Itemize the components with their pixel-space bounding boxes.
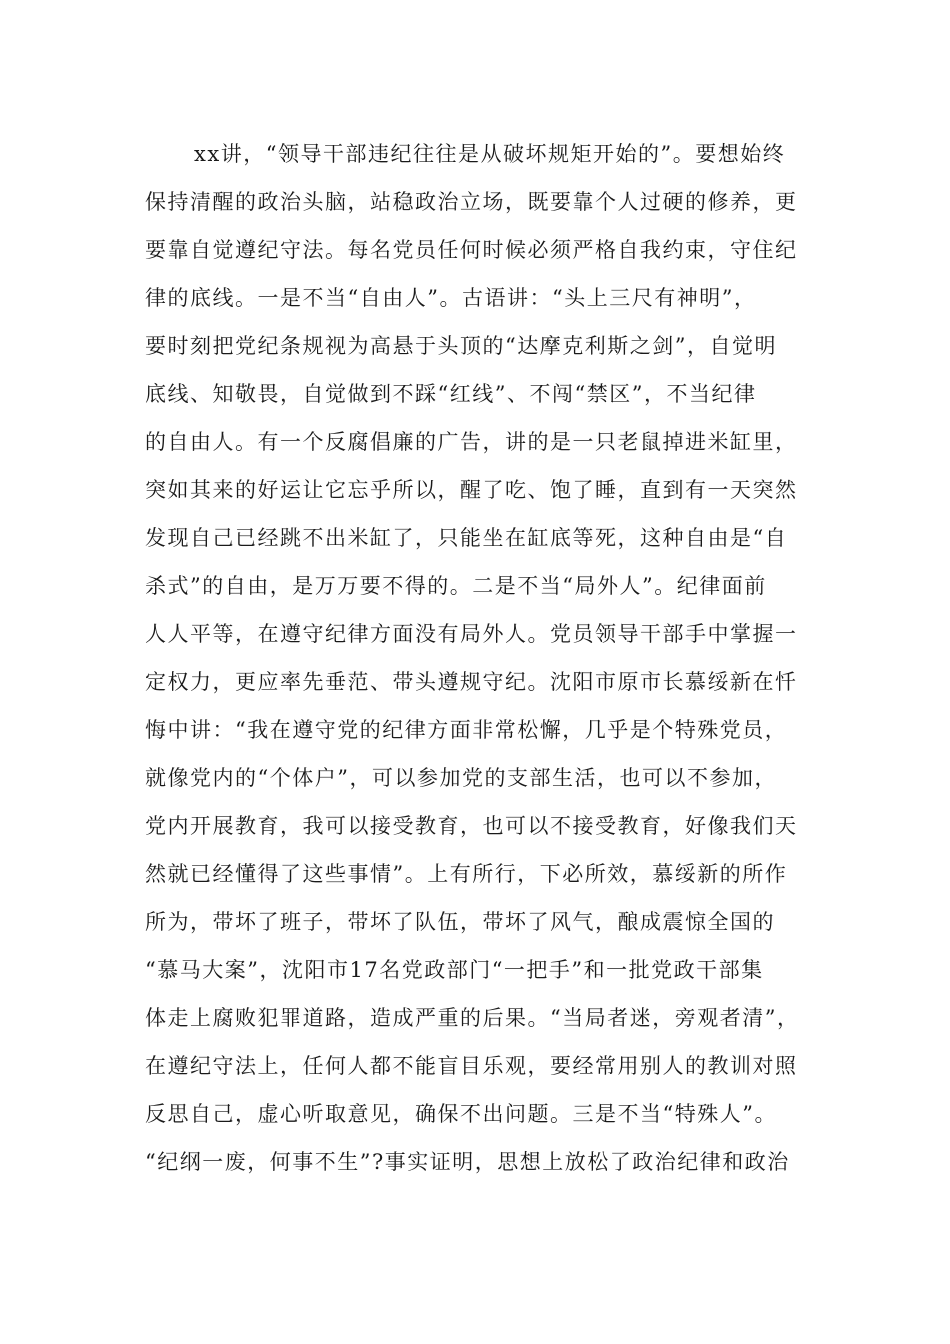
- text-line: 发现自己已经跳不出米缸了，只能坐在缸底等死，这种自由是“自: [145, 526, 788, 550]
- text-line: 党内开展教育，我可以接受教育，也可以不接受教育，好像我们天: [145, 814, 798, 838]
- text-line: 底线、知敬畏，自觉做到不踩“红线”、不闯“禁区”，不当纪律: [145, 382, 757, 406]
- text-line: 体走上腐败犯罪道路，造成严重的后果。“当局者迷，旁观者清”，: [145, 1006, 800, 1030]
- text-line: “慕马大案”，沈阳市17名党政部门“一把手”和一批党政干部集: [145, 958, 764, 982]
- text-line: 就像党内的“个体户”，可以参加党的支部生活，也可以不参加，: [145, 766, 777, 790]
- text-line: 所为，带坏了班子，带坏了队伍，带坏了风气，酿成震惊全国的: [145, 910, 775, 934]
- text-line: 保持清醒的政治头脑，站稳政治立场，既要靠个人过硬的修养，更: [145, 190, 798, 214]
- text-line: 的自由人。有一个反腐倡廉的广告，讲的是一只老鼠掉进米缸里，: [145, 430, 798, 454]
- text-line: 要靠自觉遵纪守法。每名党员任何时候必须严格自我约束，守住纪: [145, 238, 798, 262]
- text-line: 要时刻把党纪条规视为高悬于头顶的“达摩克利斯之剑”，自觉明: [145, 334, 777, 358]
- text-line: 定权力，更应率先垂范、带头遵规守纪。沈阳市原市长慕绥新在忏: [145, 670, 798, 694]
- text-line: “纪纲一废，何事不生”?事实证明，思想上放松了政治纪律和政治: [145, 1150, 790, 1174]
- text-line: xx讲，“领导干部违纪往往是从破坏规矩开始的”。要想始终: [145, 142, 786, 166]
- text-line: 人人平等，在遵守纪律方面没有局外人。党员领导干部手中掌握一: [145, 622, 798, 646]
- body-paragraph: [145, 130, 805, 1186]
- text-line: 悔中讲：“我在遵守党的纪律方面非常松懈，几乎是个特殊党员，: [145, 718, 788, 742]
- text-line: 律的底线。一是不当“自由人”。古语讲：“头上三尺有神明”，: [145, 286, 757, 310]
- text-line: 反思自己，虚心听取意见，确保不出问题。三是不当“特殊人”。: [145, 1102, 777, 1126]
- text-line: 杀式”的自由，是万万要不得的。二是不当“局外人”。纪律面前: [145, 574, 767, 598]
- text-line: 突如其来的好运让它忘乎所以，醒了吃、饱了睡，直到有一天突然: [145, 478, 798, 502]
- text-line: 然就已经懂得了这些事情”。上有所行，下必所效，慕绥新的所作: [145, 862, 788, 886]
- text-line: 在遵纪守法上，任何人都不能盲目乐观，要经常用别人的教训对照: [145, 1054, 798, 1078]
